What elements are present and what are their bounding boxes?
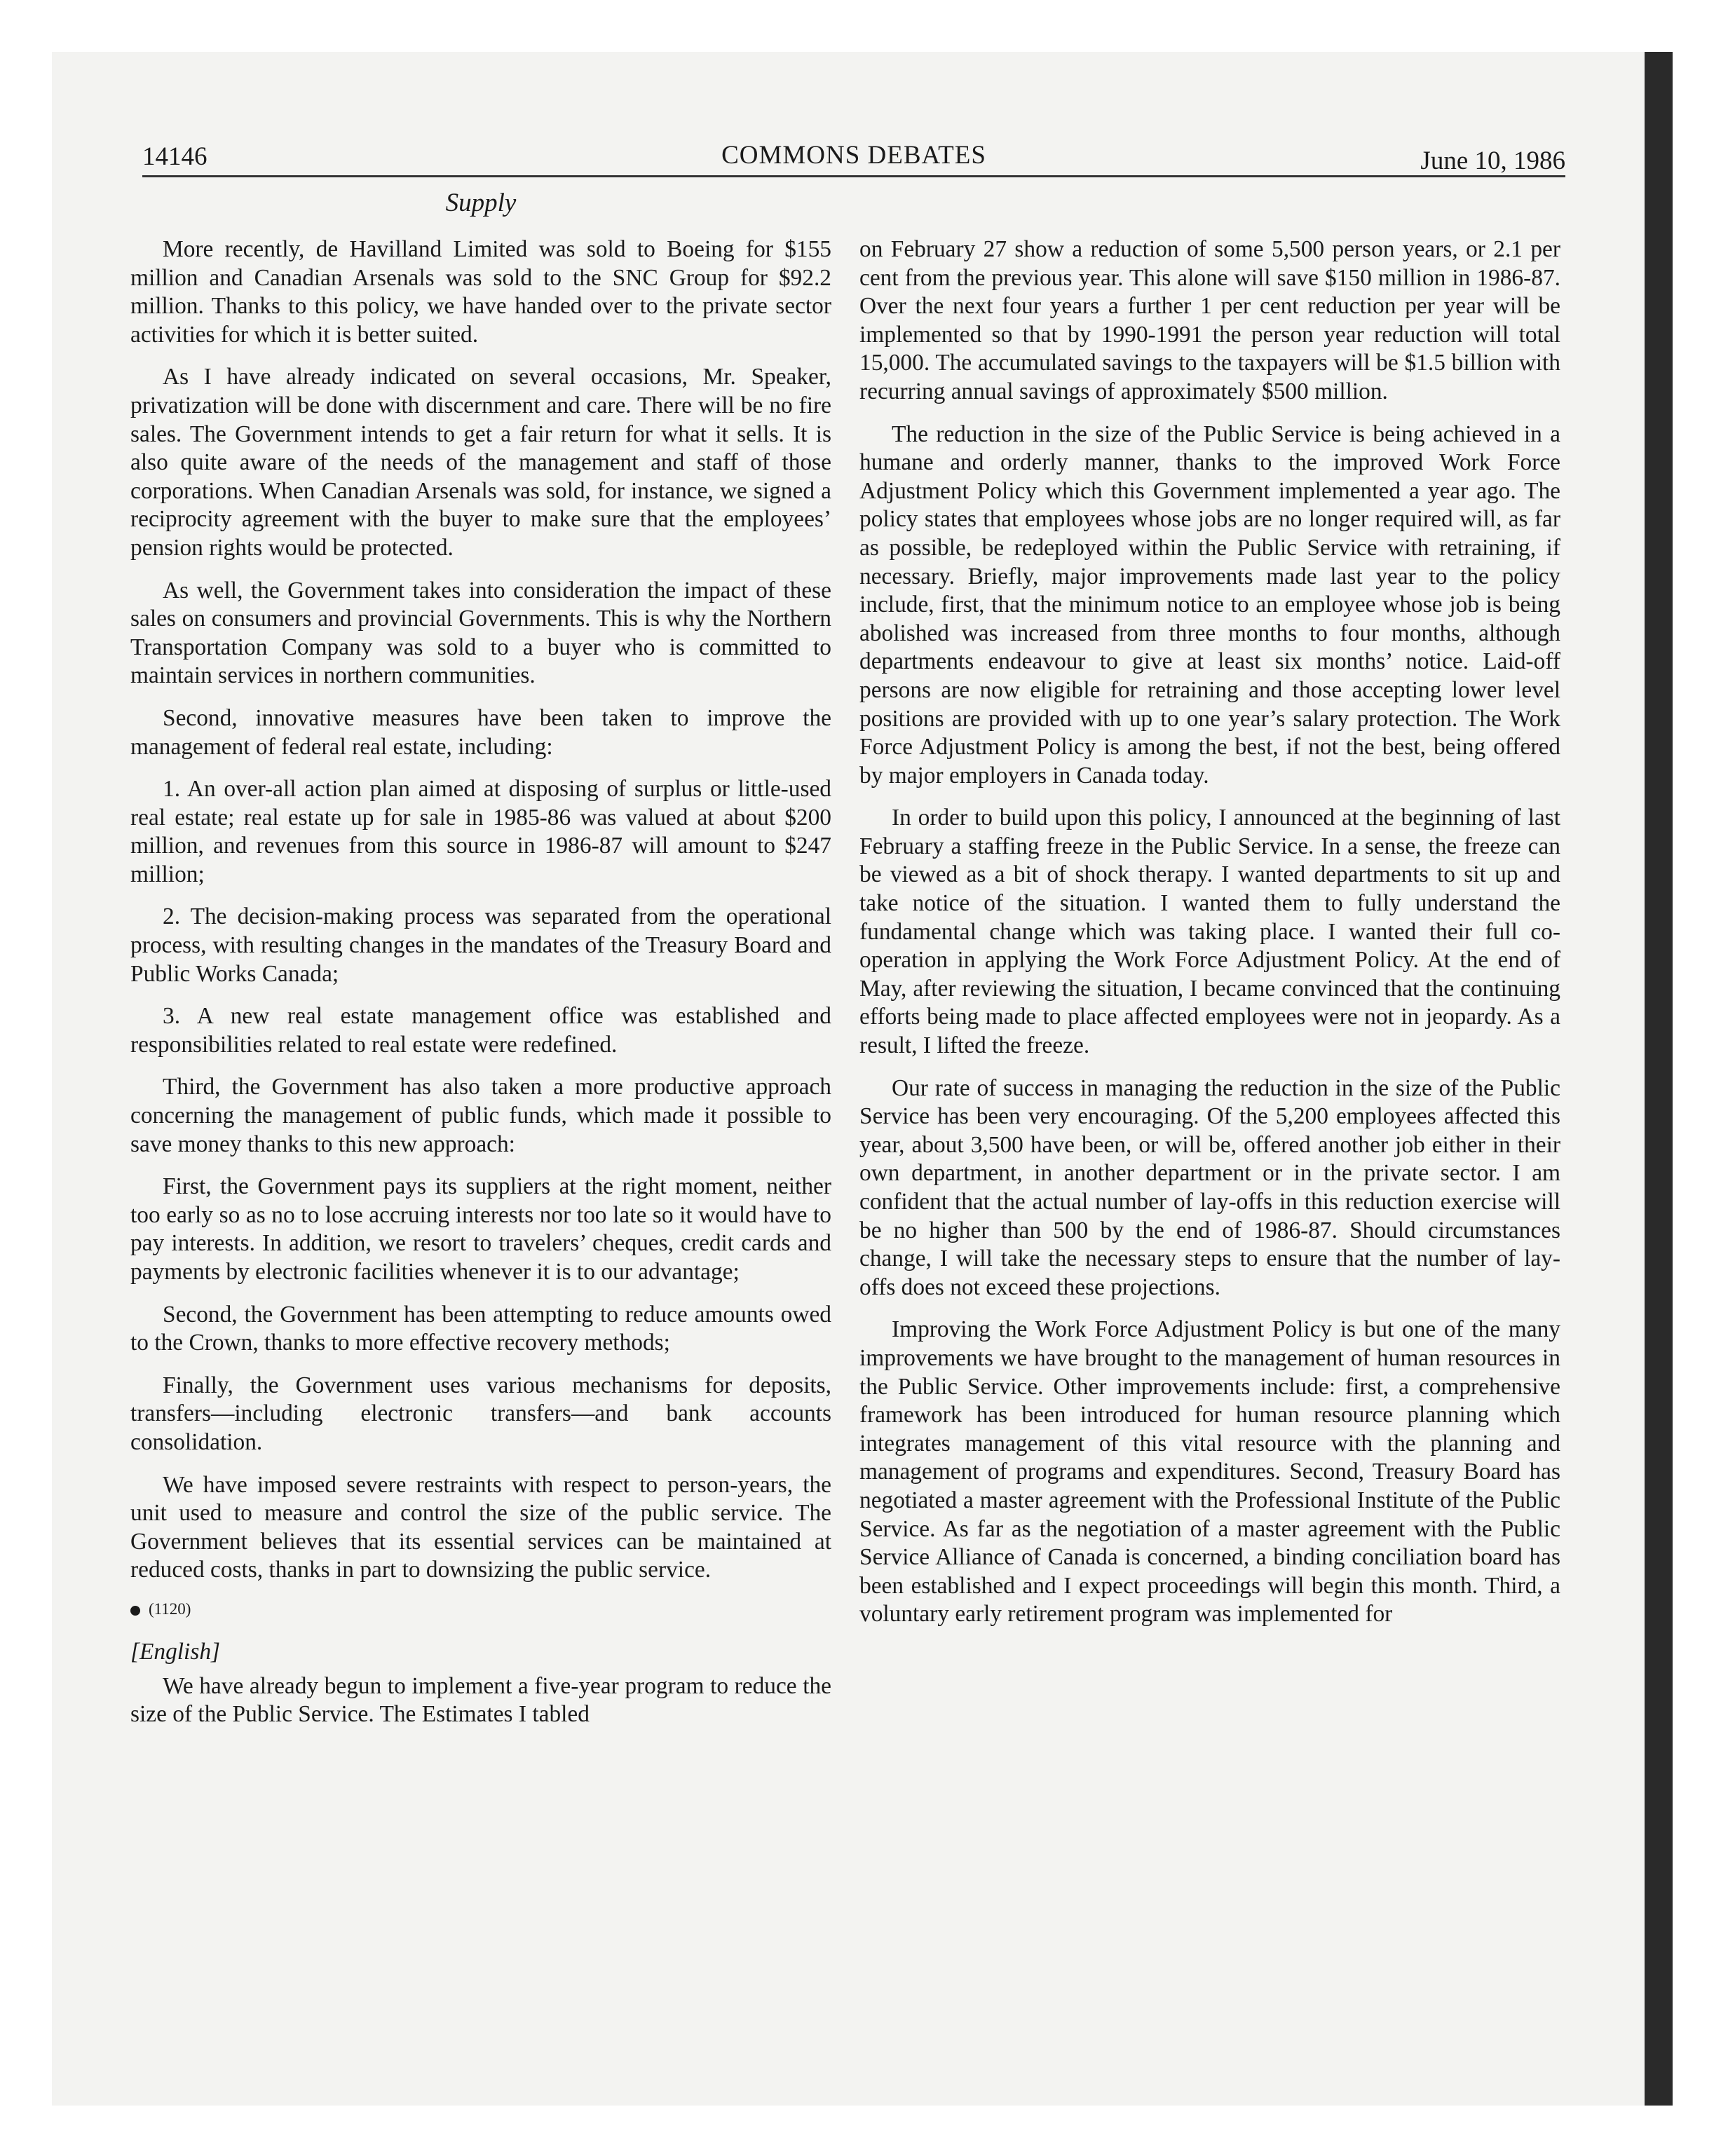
paragraph: Second, innovative measures have been taken to improve the management of federal real estate, including: (130, 704, 831, 760)
paragraph-continuation: on February 27 show a reduction of some 5,500 person years, or 2.1 per cent from the previous year. This alone will save $150 million in 1986-87. Over the next four years a further 1 per cent reduction per year will be implemented so that by 1990-1991 the person year reduction will total 15,000. The accumulated savings to the taxpayers will be $1.5 billion with recurring annual savings of approximately $500 million. (859, 236, 1560, 404)
paragraph: We have already begun to implement a five-year program to reduce the size of the Public Service. The Estimates I tabled (130, 1672, 831, 1728)
section-title: Supply (445, 189, 517, 217)
page-number: 14146 (142, 142, 207, 171)
paragraph: 3. A new real estate management office was established and responsibilities related to real estate were redefined. (130, 1003, 831, 1058)
paragraph: First, the Government pays its suppliers at the right moment, neither too early so as no to lose accruing interests nor too late so it would have to pay interests. In addition, we resort to travelers’ cheques, credit cards and payments by electronic facilities whenever it is to our advantage; (130, 1173, 831, 1285)
paragraph: As well, the Government takes into consideration the impact of these sales on consumers and provincial Governments. This is why the Northern Transportation Company was sold to a buyer who is committed to maintain services in northern communities. (130, 577, 831, 689)
left-column (130, 236, 831, 1743)
paragraph: The reduction in the size of the Public Service is being achieved in a humane and orderly manner, thanks to the improved Work Force Adjustment Policy which this Government implemented a year ago. The policy states that employees whose jobs are no longer required will, as far as possible, be redeployed within the Public Service with retraining, if necessary. Briefly, major improvements made last year to the policy include, first, that the minimum notice to an employee whose job is being abolished was increased from three months to four months, although departments endeavour to give at least six months’ notice. Laid-off persons are now eligible for retraining and those accepting lower level positions are provided with up to one year’s salary protection. The Work Force Adjustment Policy is among the best, if not the best, being offered by major employers in Canada today. (859, 421, 1560, 789)
paragraph: Our rate of success in managing the reduction in the size of the Public Service has been very encouraging. Of the 5,200 employees affected this year, about 3,500 have been, or will be, offered another job either in their own department, in another department or in the private sector. I am confident that the actual number of lay-offs in this reduction exercise will be no higher than 500 by the end of 1986-87. Should circumstances change, I will take the necessary steps to ensure that the number of lay-offs does not exceed these projections. (859, 1074, 1560, 1300)
paragraph: Third, the Government has also taken a more productive approach concerning the management of public funds, which made it possible to save money thanks to this new approach: (130, 1074, 831, 1157)
page-header (142, 139, 1565, 177)
paragraph: 1. An over-all action plan aimed at disposing of surplus or little-used real estate; real estate up for sale in 1985-86 was valued at about $200 million, and revenues from this source in 1986-87 will amount to $247 million; (130, 776, 831, 887)
paragraph: More recently, de Havilland Limited was sold to Boeing for $155 million and Canadian Arsenals was sold to the SNC Group for $92.2 million. Thanks to this policy, we have handed over to the private sector activities for which it is better suited. (130, 236, 831, 348)
running-head: COMMONS DEBATES (721, 141, 986, 170)
page-date: June 10, 1986 (1420, 146, 1565, 175)
paragraph: Improving the Work Force Adjustment Policy is but one of the many improvements we have brought to the management of human resources in the Public Service. Other improvements include: first, a comprehensive framework has been introduced for human resource planning which integrates management of this vital resource with the planning and management of programs and expenditures. Second, Treasury Board has negotiated a master agreement with the Professional Institute of the Public Service. As far as the negotiation of a master agreement with the Public Service Alliance of Canada is concerned, a binding conciliation board has been established and I expect proceedings will begin this month. Third, a voluntary early retirement program was implemented for (859, 1316, 1560, 1628)
paragraph: As I have already indicated on several occasions, Mr. Speaker, privatization will be done with discernment and care. There will be no fire sales. The Government intends to get a fair return for what it sells. It is also quite aware of the needs of the management and staff of those corporations. When Canadian Arsenals was sold, for instance, we signed a reciprocity agreement with the buyer to make sure that the employees’ pension rights would be protected. (130, 364, 831, 561)
paragraph: We have imposed severe restraints with respect to person-years, the unit used to measure and control the size of the public service. The Government believes that its essential services can be maintained at reduced costs, thanks in part to downsizing the public service. (130, 1471, 831, 1583)
paragraph: Finally, the Government uses various mechanisms for deposits, transfers—including electronic transfers—and bank accounts consolidation. (130, 1372, 831, 1455)
paragraph: Second, the Government has been attempting to reduce amounts owed to the Crown, thanks to more effective recovery methods; (130, 1301, 831, 1356)
paragraph: In order to build upon this policy, I announced at the beginning of last February a staffing freeze in the Public Service. In a sense, the freeze can be viewed as a bit of shock therapy. I wanted departments to sit up and take notice of the situation. I wanted them to fully understand the fundamental change which was taking place. I wanted their full co-operation in applying the Work Force Adjustment Policy. At the end of May, after reviewing the situation, I became convinced that the continuing efforts being made to place affected employees were not in jeopardy. As a result, I lifted the freeze. (859, 805, 1560, 1059)
timestamp-marker (130, 1599, 831, 1620)
paragraph: 2. The decision-making process was separated from the operational process, with resulting changes in the mandates of the Treasury Board and Public Works Canada; (130, 903, 831, 987)
language-marker: [English] (130, 1638, 221, 1665)
right-column (859, 236, 1560, 1643)
timestamp: (1120) (149, 1599, 191, 1618)
bullet-icon (130, 1606, 140, 1616)
scan-edge-shadow (1645, 52, 1673, 2106)
